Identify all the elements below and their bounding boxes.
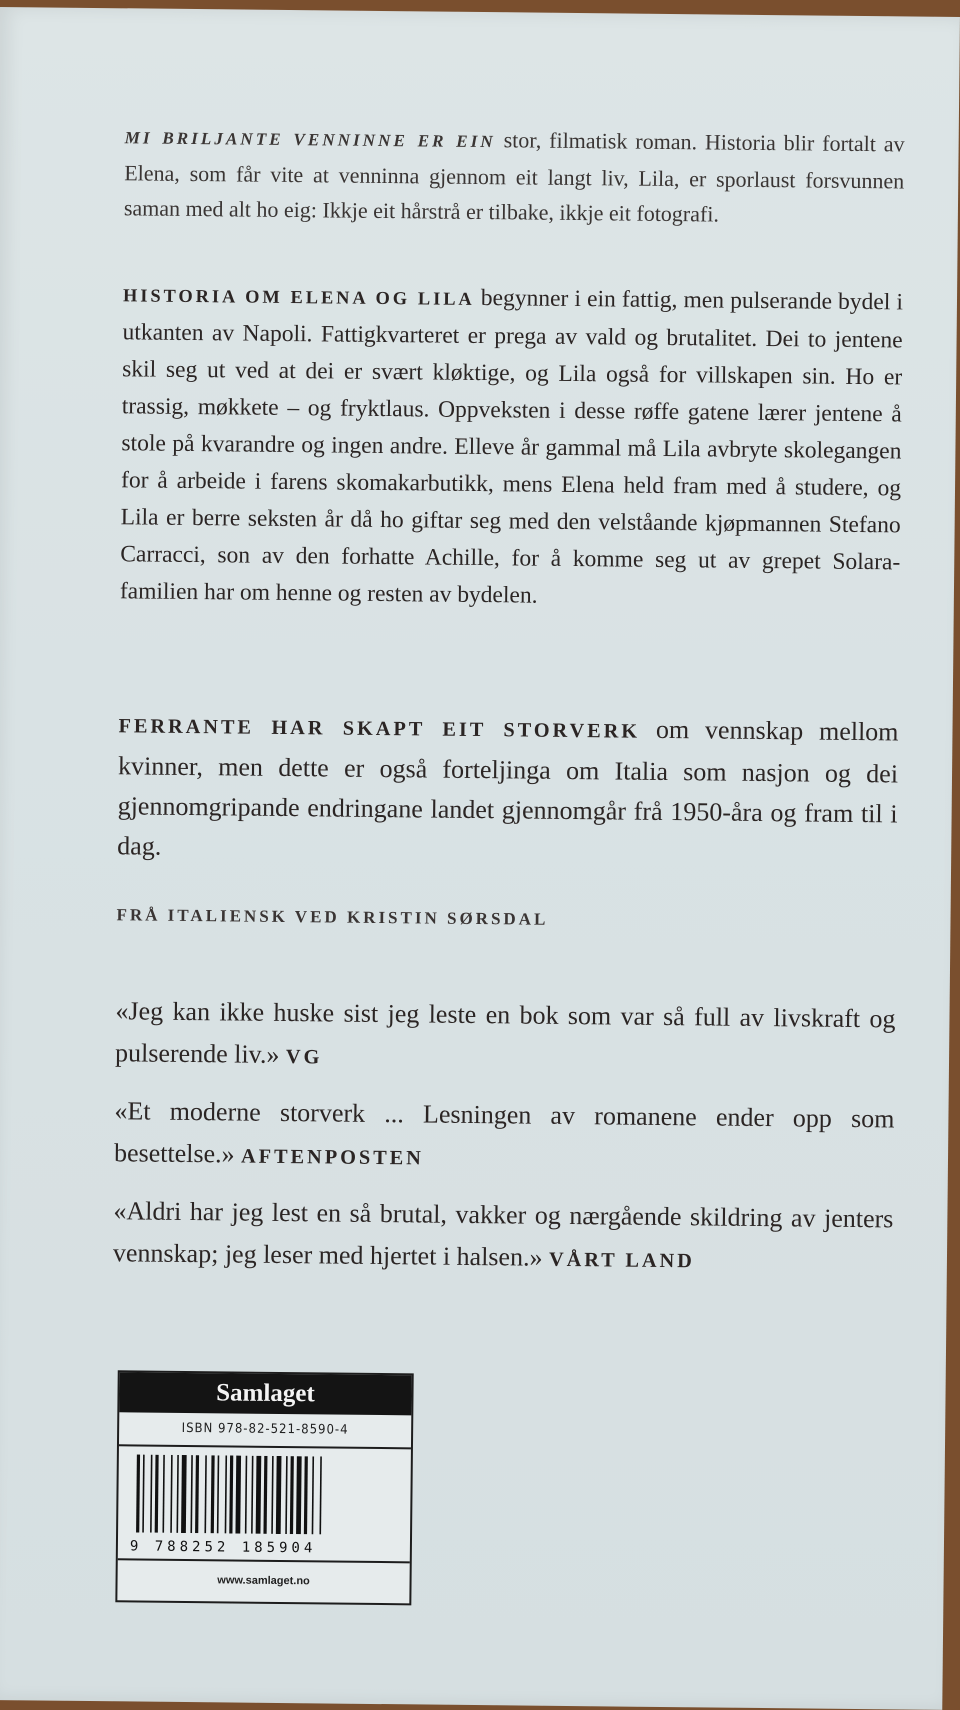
blurb-lead-2: HISTORIA OM ELENA OG LILA [122, 285, 475, 309]
blurb-lead-3: FERRANTE HAR SKAPT EIT STORVERK [118, 715, 641, 743]
barcode-bar [251, 1456, 253, 1534]
publisher-logo: Samlaget [119, 1372, 411, 1415]
barcode-bar [245, 1456, 247, 1534]
blurb-body-3: om vennskap mellom kvinner, men dette er også forteljinga om Italia som nasjon og dei gjennomgripande endringane landet gjennomgår frå 1950-åra og fram til i dag. [117, 714, 899, 861]
quote-source: VG [285, 1046, 323, 1069]
ean-digits: 9 788252 185904 [129, 1538, 317, 1557]
quote-source: VÅRT LAND [548, 1248, 695, 1273]
book-back-cover [0, 7, 960, 1710]
publisher-url: www.samlaget.no [217, 1574, 310, 1588]
barcode-bar [211, 1455, 215, 1533]
barcode-bar [263, 1456, 267, 1534]
barcode-bar [225, 1455, 227, 1533]
barcode-icon [132, 1454, 395, 1535]
barcode-bar [229, 1455, 233, 1533]
barcode-bar [176, 1455, 178, 1533]
barcode-bar [271, 1456, 273, 1534]
review-quote-1 [115, 990, 896, 1084]
barcode-bar [142, 1455, 144, 1533]
barcode-bar [256, 1456, 262, 1534]
barcode-bar [312, 1456, 314, 1534]
barcode-bar [155, 1455, 159, 1533]
barcode-label [115, 1370, 413, 1605]
barcode-bar [296, 1456, 302, 1534]
blurb-paragraph-2 [120, 276, 903, 618]
blurb-body-1: stor, filmatisk roman. Historia blir fortalt av Elena, som får vite at venninna gjennom eit langt liv, Lila, er sporlaust forsvunnen saman med alt ho eig: Ikkje eit hårstrå er tilbake, ikkje eit fotografi. [123, 127, 905, 227]
translator-credit: FRÅ ITALIENSK VED KRISTIN SØRSDAL [116, 905, 549, 929]
barcode-bar [235, 1456, 241, 1534]
barcode-bar [319, 1456, 321, 1534]
barcode-bar [190, 1455, 192, 1533]
barcode-bar [276, 1456, 282, 1534]
barcode-bar [170, 1455, 172, 1533]
barcode-bar [150, 1455, 152, 1533]
review-quote-3 [113, 1190, 894, 1284]
barcode-bar [217, 1455, 219, 1533]
barcode-bar [285, 1456, 287, 1534]
barcode-bar [204, 1455, 206, 1533]
quote-source: AFTENPOSTEN [240, 1145, 424, 1170]
blurb-paragraph-3 [117, 704, 899, 874]
review-quote-2 [114, 1090, 895, 1184]
quote-text: «Et moderne storverk ... Lesningen av romanene ender opp som besettelse.» [113, 1096, 895, 1169]
barcode-bar [136, 1454, 140, 1532]
blurb-paragraph-1 [124, 118, 905, 233]
quote-text: «Jeg kan ikke huske sist jeg leste en bok som var så full av livskraft og pulserende liv.» [114, 996, 896, 1070]
barcode-bar [195, 1455, 199, 1533]
barcode-bar [162, 1455, 164, 1533]
barcode-bar [181, 1455, 187, 1533]
barcode-bar [290, 1456, 294, 1534]
blurb-lead-1: MI BRILJANTE VENNINNE ER EIN [124, 128, 496, 152]
isbn-number: ISBN 978-82-521-8590-4 [119, 1412, 411, 1449]
barcode [118, 1446, 411, 1563]
quote-text: «Aldri har jeg lest en så brutal, vakker og nærgående skildring av jenters vennskap; jeg leser med hjertet i halsen.» [112, 1196, 894, 1272]
blurb-body-2: begynner i ein fattig, men pulserande bydel i utkanten av Napoli. Fattigkvarteret er prega av vald og brutalitet. Dei to jentene skil seg ut ved at dei er svært kløktige, og Lila også for villskapen sin. Ho er trassig, møkkete – og fryktlaus. Oppveksten i desse røffe gatene lærer jentene å stole på kvarandre og ingen andre. Elleve år gammal må Lila avbryte skolegangen for å arbeide i farens skomakarbutikk, mens Elena held fram med å studere, og Lila er berre seksten år då ho giftar seg med den velståande kjøpmannen Stefano Carracci, son av den forhatte Achille, for å komme seg ut av grepet Solara-familien har om henne og resten av bydelen. [119, 284, 904, 609]
barcode-bar [304, 1456, 308, 1534]
